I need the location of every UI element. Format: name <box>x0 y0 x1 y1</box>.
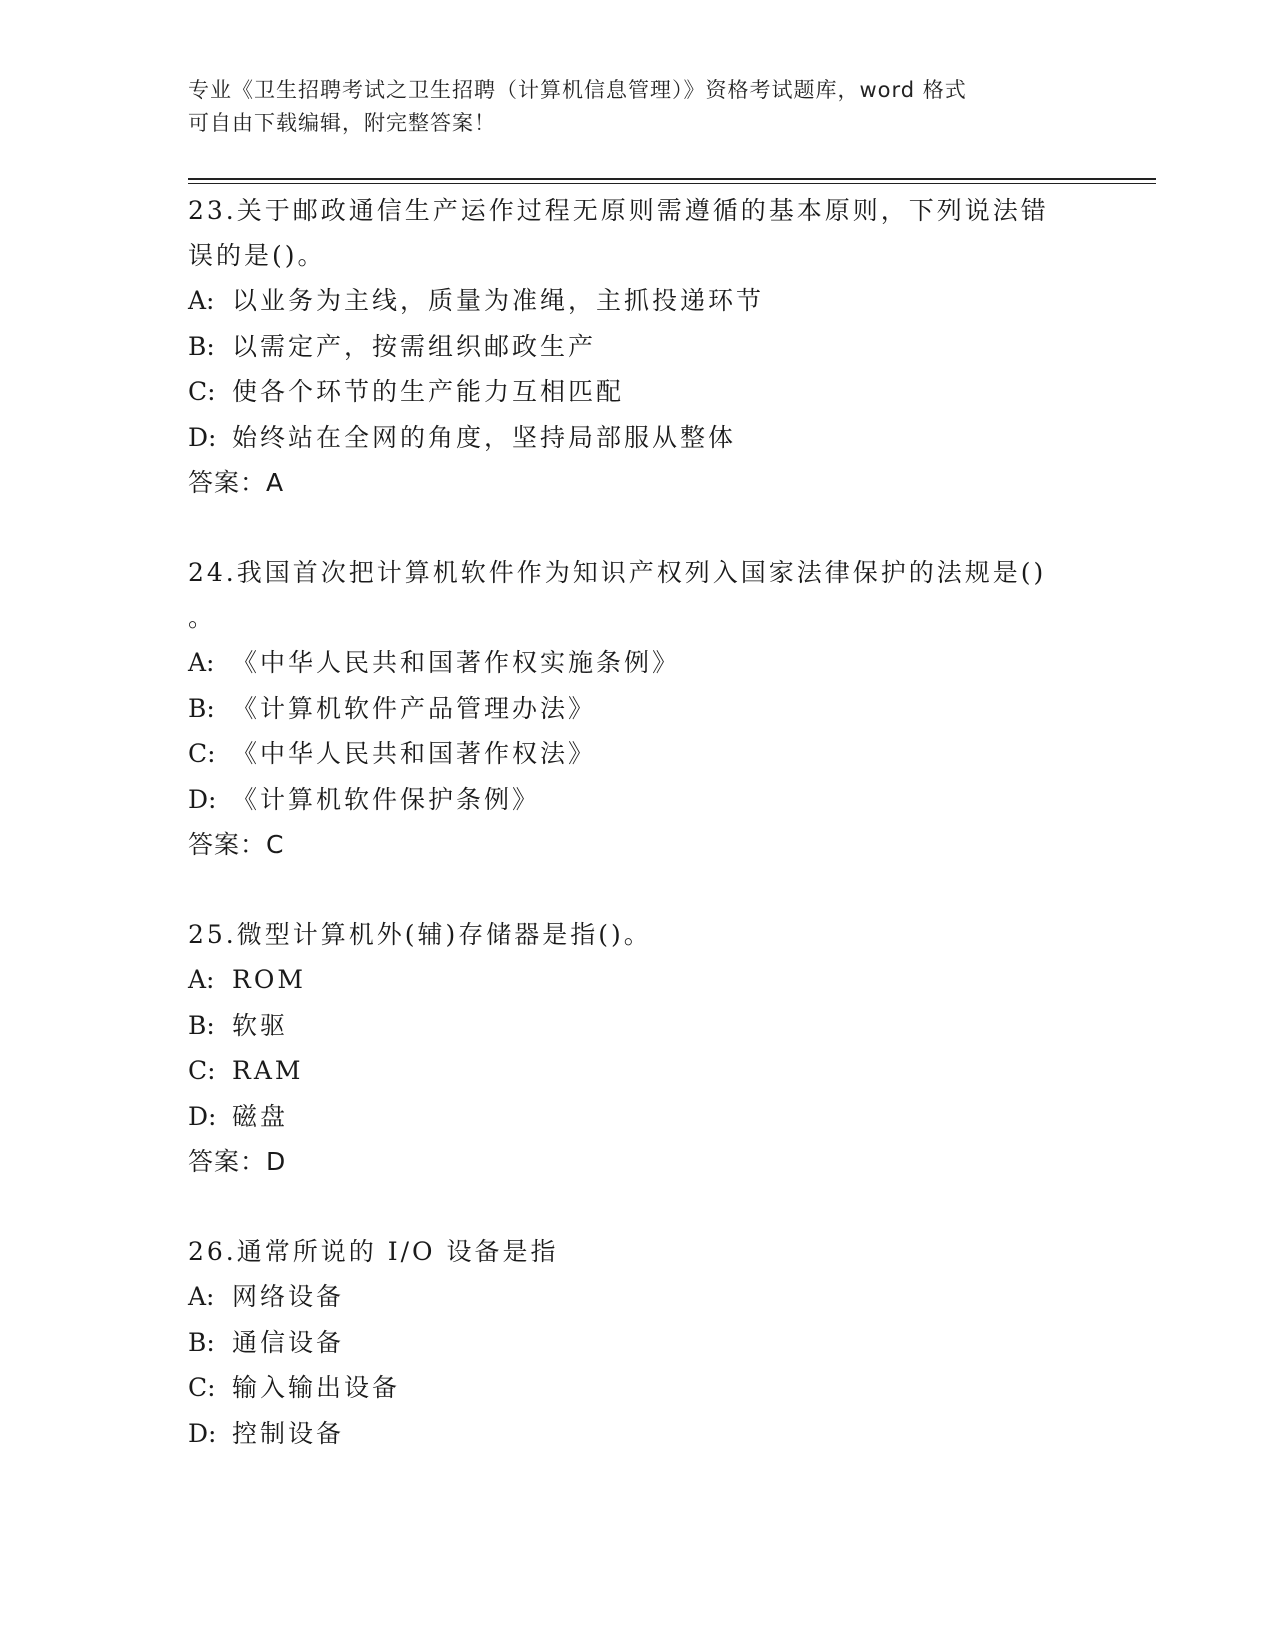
option-text: 软驱 <box>232 1010 289 1040</box>
option-d <box>188 415 1088 461</box>
header-line-1: 专业《卫生招聘考试之卫生招聘（计算机信息管理）》资格考试题库，word 格式 <box>188 78 967 102</box>
option-text: 以需定产，按需组织邮政生产 <box>232 331 597 361</box>
option-text: ROM <box>232 965 306 994</box>
question-25 <box>188 912 1088 1184</box>
option-b <box>188 686 1088 732</box>
option-text: 通信设备 <box>232 1327 345 1357</box>
header-divider-thin <box>188 183 1156 184</box>
answer-line: 答案：A <box>188 468 285 497</box>
option-c <box>188 731 1088 777</box>
option-letter: D: <box>188 422 217 452</box>
option-text: 《中华人民共和国著作权实施条例》 <box>232 648 681 677</box>
option-letter: C: <box>188 739 216 768</box>
option-b <box>188 1003 1088 1049</box>
option-d <box>188 777 1088 823</box>
option-d <box>188 1411 1088 1457</box>
option-c <box>188 369 1088 415</box>
option-c <box>188 1365 1088 1411</box>
option-text: 输入输出设备 <box>232 1373 401 1402</box>
option-text: 《计算机软件产品管理办法》 <box>232 693 597 723</box>
question-spacer <box>188 505 1088 550</box>
option-letter: D: <box>188 1418 217 1448</box>
option-letter: D: <box>188 1101 217 1131</box>
option-letter: D: <box>188 784 217 814</box>
header-divider-thick <box>188 178 1156 180</box>
option-letter: B: <box>188 1010 215 1040</box>
option-a <box>188 957 1088 1003</box>
option-letter: A: <box>188 1282 215 1311</box>
answer-line: 答案：C <box>188 830 285 859</box>
option-text: 使各个环节的生产能力互相匹配 <box>232 377 625 406</box>
option-b <box>188 1320 1088 1366</box>
question-stem-line: 。 <box>188 603 217 632</box>
option-letter: B: <box>188 331 215 361</box>
option-text: 磁盘 <box>232 1101 289 1131</box>
option-letter: A: <box>188 648 215 677</box>
question-stem-line: 24.我国首次把计算机软件作为知识产权列入国家法律保护的法规是() <box>188 558 1047 587</box>
question-list <box>188 188 1088 1456</box>
option-b <box>188 324 1088 370</box>
option-letter: C: <box>188 1373 216 1402</box>
question-spacer <box>188 1184 1088 1229</box>
question-stem-line: 23.关于邮政通信生产运作过程无原则需遵循的基本原则，下列说法错 <box>188 196 1049 225</box>
question-stem-line: 误的是()。 <box>188 241 326 270</box>
option-text: 《计算机软件保护条例》 <box>232 784 541 814</box>
question-23 <box>188 188 1088 505</box>
option-a <box>188 640 1088 686</box>
option-letter: C: <box>188 1056 216 1085</box>
option-text: RAM <box>232 1056 304 1085</box>
option-letter: B: <box>188 693 215 723</box>
option-d <box>188 1094 1088 1140</box>
question-26 <box>188 1229 1088 1456</box>
answer-line: 答案：D <box>188 1147 287 1176</box>
document-header <box>188 74 1068 140</box>
option-text: 网络设备 <box>232 1282 345 1311</box>
option-a <box>188 1274 1088 1320</box>
question-24 <box>188 550 1088 867</box>
option-c <box>188 1048 1088 1094</box>
option-letter: A: <box>188 965 215 994</box>
option-a <box>188 278 1088 324</box>
option-letter: B: <box>188 1327 215 1357</box>
option-text: 以业务为主线，质量为准绳，主抓投递环节 <box>232 286 765 315</box>
option-letter: C: <box>188 377 216 406</box>
option-letter: A: <box>188 286 215 315</box>
option-text: 《中华人民共和国著作权法》 <box>232 739 597 768</box>
question-spacer <box>188 867 1088 912</box>
option-text: 始终站在全网的角度，坚持局部服从整体 <box>232 422 737 452</box>
question-stem-line: 25.微型计算机外(辅)存储器是指()。 <box>188 920 652 949</box>
header-line-2: 可自由下载编辑，附完整答案！ <box>188 111 496 135</box>
question-stem-line: 26.通常所说的 I/O 设备是指 <box>188 1237 559 1266</box>
option-text: 控制设备 <box>232 1418 345 1448</box>
